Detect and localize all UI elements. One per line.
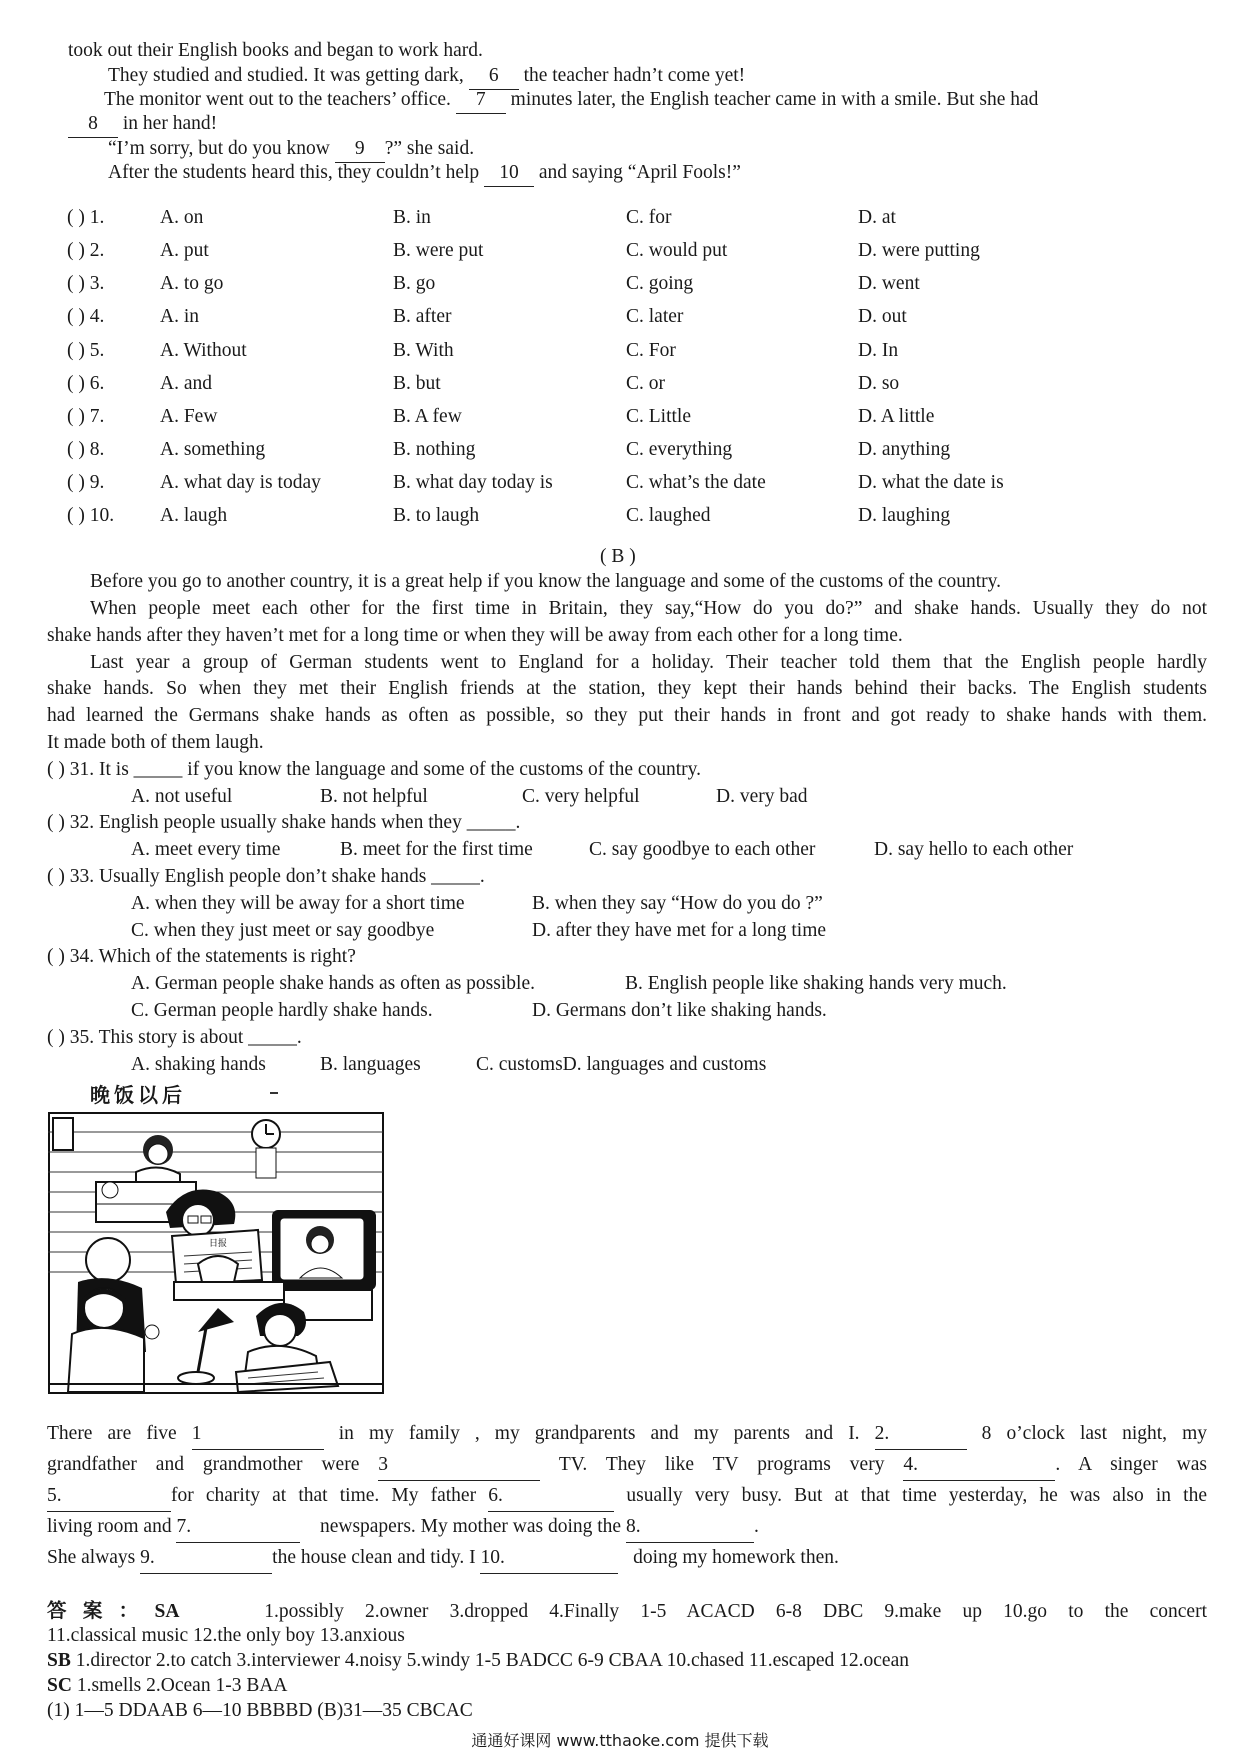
writing-line: She always 9. the house clean and tidy. I 10. doing my homework then. xyxy=(47,1542,839,1574)
paragraph: When people meet each other for the first time in Britain, they say,“How do you do?” and shake hands. Usually they do not xyxy=(90,598,1207,619)
picture-title: 晚饭以后 xyxy=(90,1083,186,1107)
mc-option: B. but xyxy=(393,373,441,394)
mc-option: B. nothing xyxy=(393,439,476,460)
writing-line: living room and 7. newspapers. My mother was doing the 8. . xyxy=(47,1511,759,1543)
mc-row xyxy=(67,302,1167,332)
option: B. when they say “How do you do ?” xyxy=(532,893,823,914)
mc-option: B. to laugh xyxy=(393,505,480,526)
mc-option: C. laughed xyxy=(626,505,711,526)
writing-line: grandfather and grandmother were 3 TV. They like TV programs very 4. . A singer was xyxy=(47,1449,1207,1481)
mc-option: C. what’s the date xyxy=(626,472,766,493)
mc-option: B. were put xyxy=(393,240,484,261)
passage-line: 8 in her hand! xyxy=(68,111,217,138)
mc-option: D. laughing xyxy=(858,505,951,526)
mc-option: A. on xyxy=(160,207,204,228)
option: B. meet for the first time xyxy=(340,839,533,860)
mc-option: B. after xyxy=(393,306,452,327)
mc-option: A. laugh xyxy=(160,505,228,526)
mc-option: B. go xyxy=(393,273,436,294)
mc-option: B. what day today is xyxy=(393,472,553,493)
paragraph: Last year a group of German students went to England for a holiday. Their teacher told them that the English people hardly xyxy=(90,652,1207,673)
passage-line: “I’m sorry, but do you know 9 ?” she said. xyxy=(108,136,474,163)
passage-line: They studied and studied. It was getting dark, 6 the teacher hadn’t come yet! xyxy=(108,63,745,90)
answers-sa-2: 11.classical music 12.the only boy 13.anxious xyxy=(47,1625,405,1646)
mc-number: ( ) 9. xyxy=(67,472,105,493)
mc-row xyxy=(67,203,1167,233)
option: C. say goodbye to each other xyxy=(589,839,816,860)
mc-option: C. later xyxy=(626,306,684,327)
paragraph: had learned the Germans shake hands as often as possible, so they put their hands in front and got ready to shake hands with them. xyxy=(47,705,1207,726)
paragraph: Before you go to another country, it is a great help if you know the language and some of the customs of the country. xyxy=(90,571,1002,592)
answers-sa: 答案：SA 1.possibly 2.owner 3.dropped 4.Finally 1-5 ACACD 6-8 DBC 9.make up 10.go to the concert xyxy=(47,1599,1207,1622)
passage-line: took out their English books and began to work hard. xyxy=(68,40,483,61)
mc-number: ( ) 6. xyxy=(67,373,105,394)
mc-row xyxy=(67,236,1167,266)
option: A. when they will be away for a short time xyxy=(131,893,465,914)
clock-icon xyxy=(252,1120,280,1178)
mc-option: A. and xyxy=(160,373,212,394)
mc-option: C. for xyxy=(626,207,672,228)
mc-option: B. in xyxy=(393,207,431,228)
option: A. German people shake hands as often as possible. xyxy=(131,973,535,994)
option: D. after they have met for a long time xyxy=(532,920,827,941)
paragraph: shake hands after they haven’t met for a long time or when they will be away from each other for a long time. xyxy=(47,625,903,646)
option: C. German people hardly shake hands. xyxy=(131,1000,433,1021)
mc-option: D. so xyxy=(858,373,900,394)
mc-option: D. In xyxy=(858,340,899,361)
title-mark xyxy=(270,1092,278,1094)
footer-source: 通通好课网 www.tthaoke.com 提供下载 xyxy=(471,1731,769,1750)
option: D. very bad xyxy=(716,786,808,807)
mc-row xyxy=(67,402,1167,432)
answers-sc: SC 1.smells 2.Ocean 1-3 BAA xyxy=(47,1675,288,1696)
option: C. very helpful xyxy=(522,786,640,807)
question-32: ( ) 32. English people usually shake hands when they _____. xyxy=(47,812,521,833)
paragraph: It made both of them laugh. xyxy=(47,732,264,753)
option: D. Germans don’t like shaking hands. xyxy=(532,1000,827,1021)
mc-row xyxy=(67,468,1167,498)
mc-option: A. what day is today xyxy=(160,472,321,493)
option: B. English people like shaking hands very much. xyxy=(625,973,1007,994)
option: A. shaking hands xyxy=(131,1054,266,1075)
question-31: ( ) 31. It is _____ if you know the language and some of the customs of the country. xyxy=(47,759,702,780)
answers-final: (1) 1—5 DDAAB 6—10 BBBBD (B)31—35 CBCAC xyxy=(47,1700,473,1721)
mc-option: A. Without xyxy=(160,340,247,361)
mc-number: ( ) 3. xyxy=(67,273,105,294)
mc-option: A. something xyxy=(160,439,266,460)
option: A. not useful xyxy=(131,786,233,807)
passage-line: After the students heard this, they couldn’t help 10 and saying “April Fools!” xyxy=(108,160,741,187)
option: B. languages xyxy=(320,1054,421,1075)
mc-option: C. For xyxy=(626,340,676,361)
mc-option: C. going xyxy=(626,273,694,294)
mc-option: C. would put xyxy=(626,240,728,261)
mc-number: ( ) 4. xyxy=(67,306,105,327)
question-34: ( ) 34. Which of the statements is right? xyxy=(47,946,356,967)
mc-row xyxy=(67,435,1167,465)
writing-line: 5. for charity at that time. My father 6. usually very busy. But at that time yesterday, he was also in the xyxy=(47,1480,1207,1512)
mc-option: A. in xyxy=(160,306,199,327)
mc-option: D. anything xyxy=(858,439,951,460)
mc-option: D. A little xyxy=(858,406,935,427)
option: A. meet every time xyxy=(131,839,281,860)
mc-option: B. A few xyxy=(393,406,462,427)
passage-line: The monitor went out to the teachers’ office. 7 minutes later, the English teacher came in with a smile. But she had xyxy=(104,87,1038,114)
mc-number: ( ) 8. xyxy=(67,439,105,460)
mc-option: C. Little xyxy=(626,406,691,427)
option: D. say hello to each other xyxy=(874,839,1074,860)
mc-number: ( ) 1. xyxy=(67,207,105,228)
question-33: ( ) 33. Usually English people don’t shake hands _____. xyxy=(47,866,485,887)
answers-sb: SB 1.director 2.to catch 3.interviewer 4.noisy 5.windy 1-5 BADCC 6-9 CBAA 10.chased 11.escaped 12.ocean xyxy=(47,1650,909,1671)
mc-option: D. out xyxy=(858,306,907,327)
mc-number: ( ) 2. xyxy=(67,240,105,261)
mc-number: ( ) 10. xyxy=(67,505,115,526)
mc-option: C. everything xyxy=(626,439,733,460)
mc-option: C. or xyxy=(626,373,665,394)
option: B. not helpful xyxy=(320,786,428,807)
family-illustration xyxy=(48,1112,384,1394)
mc-option: D. at xyxy=(858,207,896,228)
question-35: ( ) 35. This story is about _____. xyxy=(47,1027,302,1048)
mc-option: A. put xyxy=(160,240,209,261)
paragraph: shake hands. So when they met their English friends at the station, they kept their hands behind their backs. The English students xyxy=(47,678,1207,699)
mc-number: ( ) 5. xyxy=(67,340,105,361)
mc-number: ( ) 7. xyxy=(67,406,105,427)
mc-option: A. to go xyxy=(160,273,224,294)
mc-option: A. Few xyxy=(160,406,218,427)
svg-text:日报: 日报 xyxy=(208,1239,228,1249)
mc-option: D. what the date is xyxy=(858,472,1004,493)
section-heading: ( B ) xyxy=(600,546,636,567)
mc-row xyxy=(67,269,1167,299)
mc-row xyxy=(67,369,1167,399)
mc-option: D. were putting xyxy=(858,240,980,261)
mc-option: D. went xyxy=(858,273,920,294)
option: C. customsD. languages and customs xyxy=(476,1054,767,1075)
mc-row xyxy=(67,336,1167,366)
option: C. when they just meet or say goodbye xyxy=(131,920,435,941)
mc-option: B. With xyxy=(393,340,454,361)
writing-line: There are five 1 in my family , my grandparents and my parents and I. 2. 8 o’clock last night, my xyxy=(47,1418,1207,1450)
mc-row xyxy=(67,501,1167,531)
